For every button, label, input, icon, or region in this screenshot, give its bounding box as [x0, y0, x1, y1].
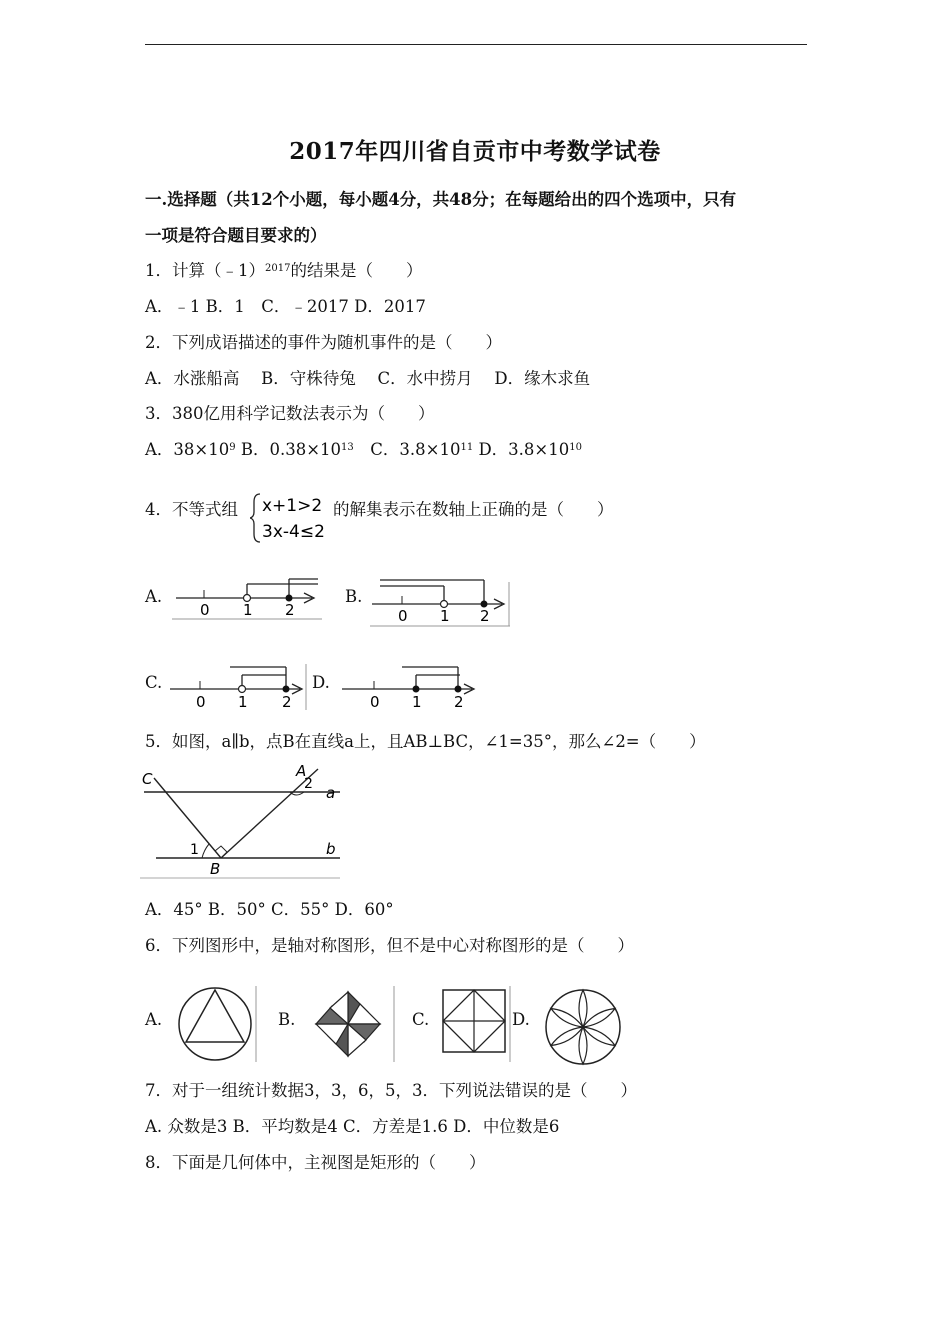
svg-text:0: 0	[398, 607, 408, 625]
q3-option-a: A．38×10	[145, 440, 230, 459]
q6-label-b: B.	[278, 1010, 296, 1029]
q1-exponent: 2017	[265, 263, 291, 274]
svg-text:2: 2	[285, 601, 295, 619]
q2-options: A．水涨船高 B．守株待兔 C．水中捞月 D．缘木求鱼	[145, 369, 591, 388]
svg-text:0: 0	[196, 693, 206, 711]
q4-numberline-b	[370, 576, 512, 628]
q4-numberline-c	[168, 662, 310, 712]
q4-numberline-d	[340, 662, 482, 712]
q5-stem: 5．如图，a∥b，点B在直线a上，且AB⊥BC，∠1=35°，那么∠2=（ ）	[145, 732, 706, 751]
q7-stem: 7．对于一组统计数据3，3，6，5，3．下列说法错误的是（ ）	[145, 1081, 637, 1100]
q3-stem: 3．380亿用科学记数法表示为（ ）	[145, 404, 435, 423]
svg-text:2: 2	[480, 607, 490, 625]
q6-square-diamond-icon	[440, 984, 512, 1064]
q6-label-d: D.	[512, 1010, 530, 1029]
q1-stem-tail: 的结果是（ ）	[290, 261, 423, 280]
svg-text:1: 1	[190, 842, 199, 858]
q4-inequality-2: 3x-4≤2	[262, 522, 325, 542]
svg-text:0: 0	[200, 601, 210, 619]
section-heading-line1: 一.选择题（共12个小题，每小题4分，共48分；在每题给出的四个选项中，只有	[145, 190, 737, 209]
svg-text:a: a	[326, 784, 336, 802]
q6-label-c: C.	[412, 1010, 430, 1029]
q3-option-c: C．3.8×10	[353, 440, 461, 459]
svg-text:1: 1	[238, 693, 248, 711]
q3-options	[145, 438, 582, 462]
q3-option-d-exp: 10	[569, 442, 582, 453]
svg-text:0: 0	[370, 693, 380, 711]
q3-option-b: B．0.38×10	[235, 440, 342, 459]
section-heading-line2: 一项是符合题目要求的）	[145, 226, 327, 245]
q1-stem-text: 1．计算（﹣1）	[145, 261, 265, 280]
q7-options: A. 众数是3 B．平均数是4 C．方差是1.6 D．中位数是6	[145, 1117, 560, 1136]
q2-stem: 2．下列成语描述的事件为随机事件的是（ ）	[145, 333, 502, 352]
q6-label-a: A.	[145, 1010, 163, 1029]
page-title: 2017年四川省自贡市中考数学试卷	[289, 138, 661, 165]
q6-stem: 6．下列图形中，是轴对称图形，但不是中心对称图形的是（ ）	[145, 936, 634, 955]
q4-label-b: B.	[345, 587, 363, 606]
q6-flower-circle-icon	[540, 984, 626, 1070]
q4-label-d: D.	[312, 673, 330, 692]
svg-text:A: A	[296, 762, 307, 780]
svg-text:C: C	[142, 770, 153, 788]
q5-options: A．45° B．50° C．55° D．60°	[145, 900, 394, 919]
q4-stem-prefix: 4．不等式组	[145, 500, 238, 519]
q3-option-d: D．3.8×10	[473, 440, 570, 459]
segment-bc	[154, 778, 221, 858]
q3-option-c-exp: 11	[460, 442, 474, 453]
svg-text:1: 1	[440, 607, 450, 625]
q4-stem-suffix: 的解集表示在数轴上正确的是（ ）	[333, 500, 614, 519]
q4-inequality-1: x+1>2	[262, 496, 323, 516]
q1-stem	[145, 259, 422, 283]
brace-icon	[250, 494, 260, 542]
svg-text:2: 2	[304, 776, 313, 792]
q3-option-a-exp: 9	[229, 442, 236, 453]
svg-text:1: 1	[243, 601, 253, 619]
svg-text:b: b	[326, 840, 336, 858]
q8-stem: 8．下面是几何体中，主视图是矩形的（ ）	[145, 1153, 486, 1172]
svg-text:B: B	[210, 860, 221, 878]
q6-circle-triangle-icon	[172, 984, 264, 1064]
header-rule	[145, 44, 807, 45]
q4-numberline-a	[172, 576, 324, 620]
svg-text:1: 1	[412, 693, 422, 711]
q4-label-a: A.	[145, 587, 163, 606]
q4-label-c: C.	[145, 673, 163, 692]
q6-pinwheel-icon	[306, 984, 398, 1064]
svg-text:2: 2	[454, 693, 464, 711]
q4-inequality-system	[250, 490, 332, 546]
q3-option-b-exp: 13	[341, 442, 354, 453]
q5-parallel-lines-figure	[140, 762, 346, 880]
svg-text:2: 2	[282, 693, 292, 711]
q1-options: A．﹣1 B．1 C．﹣2017 D．2017	[145, 297, 426, 316]
